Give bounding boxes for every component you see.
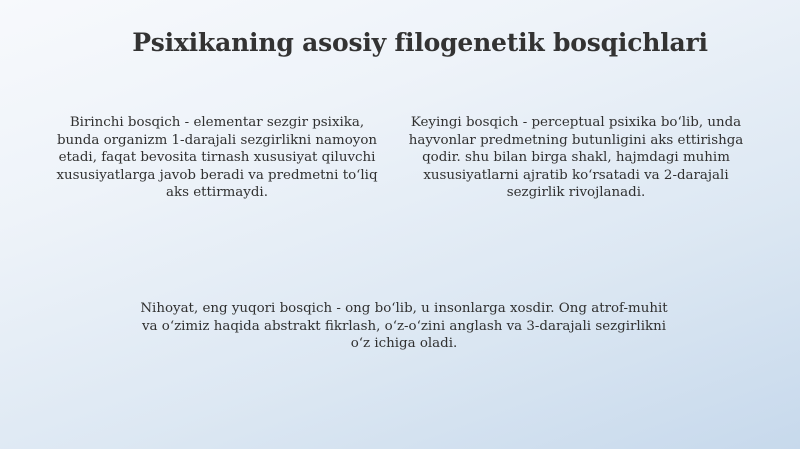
paragraph-highest-stage: Nihoyat, eng yuqori bosqich - ong boʻlib, u insonlarga xosdir. Ong atrof-muhit va oʻzimiz haqida abstrakt fikrlash, oʻz-oʻzini anglash va 3-darajali sezgirlikni oʻz ichiga oladi. xyxy=(140,301,668,351)
paragraph-next-stage: Keyingi bosqich - perceptual psixika boʻlib, unda hayvonlar predmetning butunligini aks ettirishga qodir. shu bilan birga shakl, hajmdagi muhim xususiyatlarni ajratib koʻrsatadi va 2-darajali sezgirlik rivojlanadi. xyxy=(408,115,744,200)
slide-title: Psixikaning asosiy filogenetik bosqichlari xyxy=(132,28,708,57)
paragraph-first-stage: Birinchi bosqich - elementar sezgir psixika, bunda organizm 1-darajali sezgirlikni namoyon etadi, faqat bevosita tirnash xususiyat qiluvchi xususiyatlarga javob beradi va predmetni toʻliq aks ettirmaydi. xyxy=(56,115,378,200)
